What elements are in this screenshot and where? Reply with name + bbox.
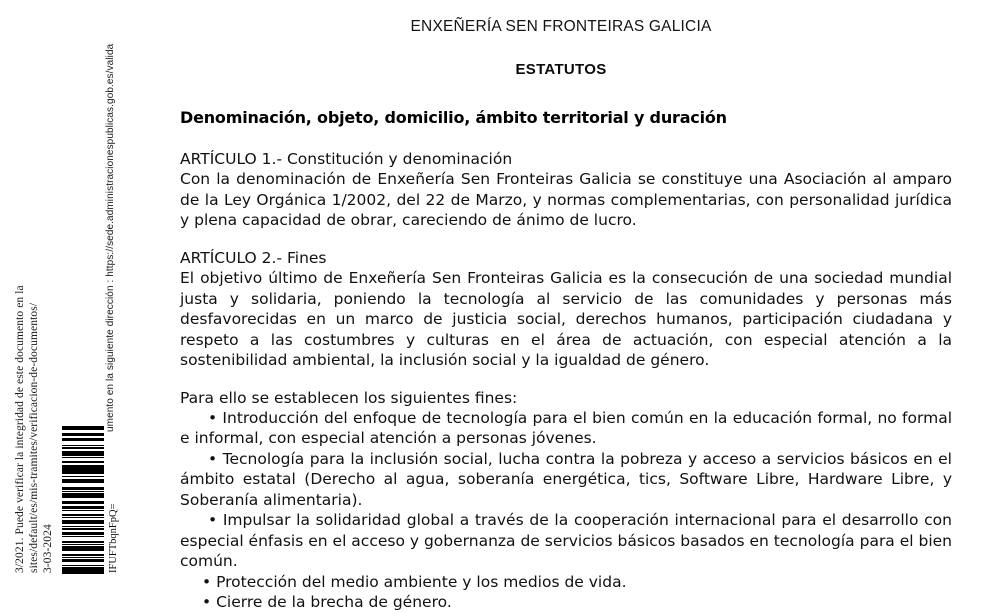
list-item: • Impulsar la solidaridad global a través de la cooperación internacional para el desarrollo con especial énfasis en el acceso y gobernanza de servicios básicos basados en tecnología para el bien común.	[180, 511, 953, 571]
csv-verification-margin	[0, 0, 130, 580]
list-item: • Tecnología para la inclusión social, lucha contra la pobreza y acceso a servicios básicos en el ámbito estatal (Derecho al agua, soberanía energética, tics, Software Libre, Hardware Libre, y Soberanía alimentaria).	[180, 449, 952, 509]
article-2-body: El objetivo último de Enxeñería Sen Fronteiras Galicia es la consecución de una sociedad mundial justa y solidaria, poniendo la tecnología al servicio de las comunidades y personas más desfavorecidas en un marco de justicia social, derechos humanos, participación ciudadana y respeto a las costumbres y culturas en el área de actuación, con especial atención a la sostenibilidad ambiental, la inclusión social y la igualdad de género.	[180, 269, 952, 370]
section-title: Denominación, objeto, domicilio, ámbito territorial y duración	[180, 108, 727, 127]
spacer	[180, 231, 952, 248]
spacer	[180, 371, 952, 388]
verification-text-line-1: 3/2021. Puede verificar la integridad de este documento en la	[14, 285, 26, 573]
article-2-heading: ARTÍCULO 2.- Fines	[180, 248, 327, 267]
article-1-body: Con la denominación de Enxeñería Sen Fronteiras Galicia se constituye una Asociación al amparo de la Ley Orgánica 1/2002, del 22 de Marzo, y normas complementarias, con personalidad jurídica y plena capacidad de obrar, careciendo de ánimo de lucro.	[180, 170, 952, 230]
list-item: • Introducción del enfoque de tecnología para el bien común en la educación formal, no formal e informal, con especial atención a personas jóvenes.	[180, 408, 952, 448]
verification-url: umento en la siguiente dirección : https://sede.administracionespublicas.gob.es/valida	[105, 43, 116, 432]
article-1-heading: ARTÍCULO 1.- Constitución y denominación	[180, 150, 513, 168]
fines-intro: Para ello se establecen los siguientes fines:	[180, 388, 518, 407]
barcode-image	[62, 426, 104, 574]
list-item: • Protección del medio ambiente y los medios de vida.	[202, 572, 627, 591]
list-item: • Cierre de la brecha de género.	[202, 593, 452, 612]
verification-text-line-2: sites/default/es/mis-tramites/verificacion-de-documentos/	[28, 302, 40, 573]
barcode-code-label: IFUFTbqnFpQ=	[108, 503, 119, 573]
document-content	[130, 108, 992, 613]
document-page	[130, 0, 992, 612]
organization-name-header: ENXEÑERÍA SEN FRONTEIRAS GALICIA	[410, 18, 712, 35]
document-title: ESTATUTOS	[515, 61, 607, 78]
verification-date: 3-03-2024	[42, 524, 54, 573]
